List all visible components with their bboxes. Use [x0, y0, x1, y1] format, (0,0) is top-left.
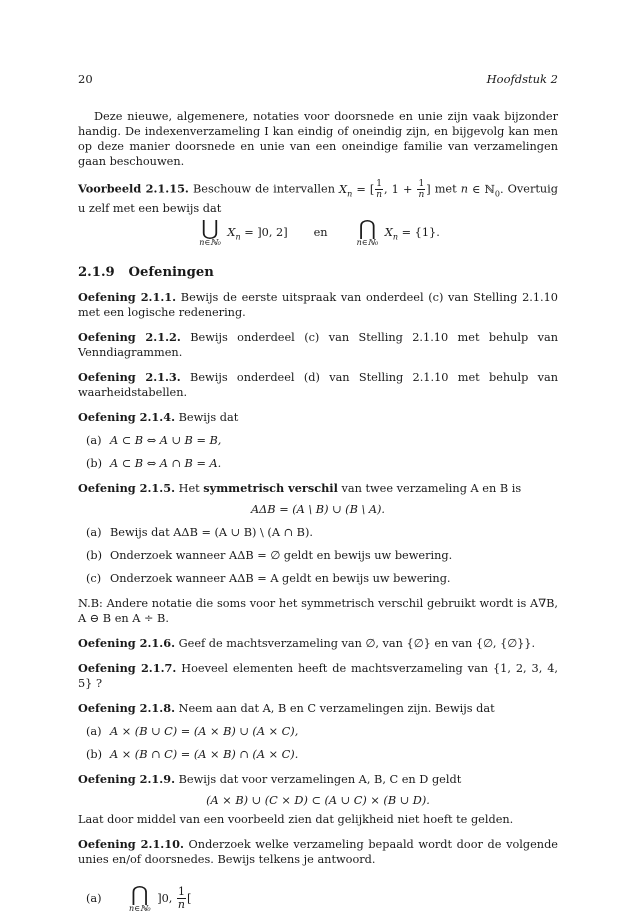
intro-paragraph: Deze nieuwe, algemenere, notaties voor doorsnede en unie zijn vaak bijzonder handig. De indexenverzameling I kan eindig of oneindig zijn, en bijgevolg kan men op deze manier doorsnede en unie van een oneindige familie van verzamelingen gaan beschouwen. [78, 110, 558, 168]
exercise-2-1-5: Oefening 2.1.5. Het symmetrisch verschil van twee verzameling A en B is AΔB = (A \ B) ∪ (B \ A). (a) Bewijs dat AΔB = (A ∪ B) \ (A ∩ B). (b) Onderzoek wanneer AΔB = ∅ geldt en bewijs uw bewering. (c) Onderzoek wanneer AΔB = A geldt en bewijs uw bewering. N.B: Andere notatie die soms voor het symmetrisch verschil gebruikt wordt is A∇B, A ⊖ B en A ÷ B. [78, 480, 558, 625]
list-item: (b) Onderzoek wanneer AΔB = ∅ geldt en bewijs uw bewering. [86, 548, 453, 562]
exercise-followup: Laat door middel van een voorbeeld zien dat gelijkheid niet hoeft te gelden. [78, 812, 514, 826]
list-item: (a) Bewijs dat AΔB = (A ∪ B) \ (A ∩ B). [86, 525, 313, 539]
exercise-2-1-1: Oefening 2.1.1. Bewijs de eerste uitspraak van onderdeel (c) van Stelling 2.1.10 met een logische redenering. [78, 289, 558, 319]
page-number: 20 [78, 72, 93, 86]
list-item: (b) A × (B ∩ C) = (A × B) ∩ (A × C). [86, 747, 299, 761]
example-text-a: Beschouw de intervallen [192, 182, 335, 196]
connector: en [313, 226, 328, 240]
example-display: ⋃ n∈ℕ₀ $X_n = ]0$, 2] en ⋂ n∈ℕ₀ $X_n = \{1\}$. [199, 215, 440, 247]
chapter-title: Hoofdstuk 2 [486, 72, 558, 86]
list-item: (c) Onderzoek wanneer AΔB = A geldt en bewijs uw bewering. [86, 571, 451, 585]
list-item: (b) A ⊂ B ⇔ A ∩ B = A. [86, 456, 222, 470]
page [78, 72, 558, 913]
exercise-2-1-4: Oefening 2.1.4. Bewijs dat (a) A ⊂ B ⇔ A ∪ B = B, (b) A ⊂ B ⇔ A ∩ B = A. [78, 410, 558, 471]
exercise-2-1-8: Oefening 2.1.8. Neem aan dat A, B en C verzamelingen zijn. Bewijs dat (a) A × (B ∪ C) = (A × B) ∪ (A × C), (b) A × (B ∩ C) = (A × B) ∩ (A × C). [78, 701, 558, 762]
list-item: (a) ⋂ n∈ℕ₀ ]0, $\frac{1}{n}$ [ [86, 881, 192, 913]
intersection-rhs: = {1}. [401, 225, 440, 239]
example-math-interval: $X_n$ = [ $\frac{1}{n}$ , 1 + $\frac{1}{n}$ ] [339, 179, 431, 200]
exercise-2-1-7: Oefening 2.1.7. Hoeveel elementen heeft de machtsverzameling van {1, 2, 3, 4, 5} ? [78, 660, 558, 690]
intersection-operator: ⋂ n∈ℕ₀ [129, 881, 151, 913]
defined-term: symmetrisch verschil [203, 480, 338, 495]
example-math-n: n ∈ ℕ$_0$. [460, 182, 504, 198]
list-item: (a) A × (B ∪ C) = (A × B) ∪ (A × C), [86, 724, 299, 738]
section-heading: 2.1.9 Oefeningen [78, 264, 214, 280]
page-header [78, 72, 558, 87]
example-text-b: met [434, 182, 457, 196]
union-rhs: = ]0, 2] [244, 225, 288, 239]
example-label: Voorbeeld 2.1.15. [78, 181, 189, 196]
display-formula: (A × B) ∪ (C × D) ⊂ (A ∪ C) × (B ∪ D). [206, 793, 430, 807]
exercise-2-1-6: Oefening 2.1.6. Geef de machtsverzameling van ∅, van {∅} en van {∅, {∅}}. [78, 635, 536, 650]
exercise-2-1-9: Oefening 2.1.9. Bewijs dat voor verzamelingen A, B, C en D geldt (A × B) ∪ (C × D) ⊂ (A ∪ C) × (B ∪ D). Laat door middel van een voorbeeld zien dat gelijkheid niet hoeft te gelden. [78, 772, 558, 827]
union-operator: ⋃ n∈ℕ₀ [199, 215, 221, 247]
exercise-2-1-2: Oefening 2.1.2. Bewijs onderdeel (c) van Stelling 2.1.10 met behulp van Venndiagrammen. [78, 329, 558, 359]
intersection-operator: ⋂ n∈ℕ₀ [356, 215, 379, 247]
exercise-2-1-10: Oefening 2.1.10. Onderzoek welke verzameling bepaald wordt door de volgende unies en/of doorsnedes. Bewijs telkens je antwoord. (a) ⋂ n∈ℕ₀ ]0, $\frac{1}{n}$ [ [78, 836, 558, 913]
example-2-1-15 [78, 179, 558, 247]
exercise-2-1-3: Oefening 2.1.3. Bewijs onderdeel (d) van Stelling 2.1.10 met behulp van waarheidstabellen. [78, 369, 559, 399]
note: N.B: Andere notatie die soms voor het symmetrisch verschil gebruikt wordt is A∇B, A ⊖ B en A ÷ B. [78, 596, 558, 625]
list-item: (a) A ⊂ B ⇔ A ∪ B = B, [86, 433, 222, 447]
example-text-c: Overtuig u zelf met een bewijs dat [78, 182, 559, 215]
display-formula: AΔB = (A \ B) ∪ (B \ A). [250, 502, 386, 516]
